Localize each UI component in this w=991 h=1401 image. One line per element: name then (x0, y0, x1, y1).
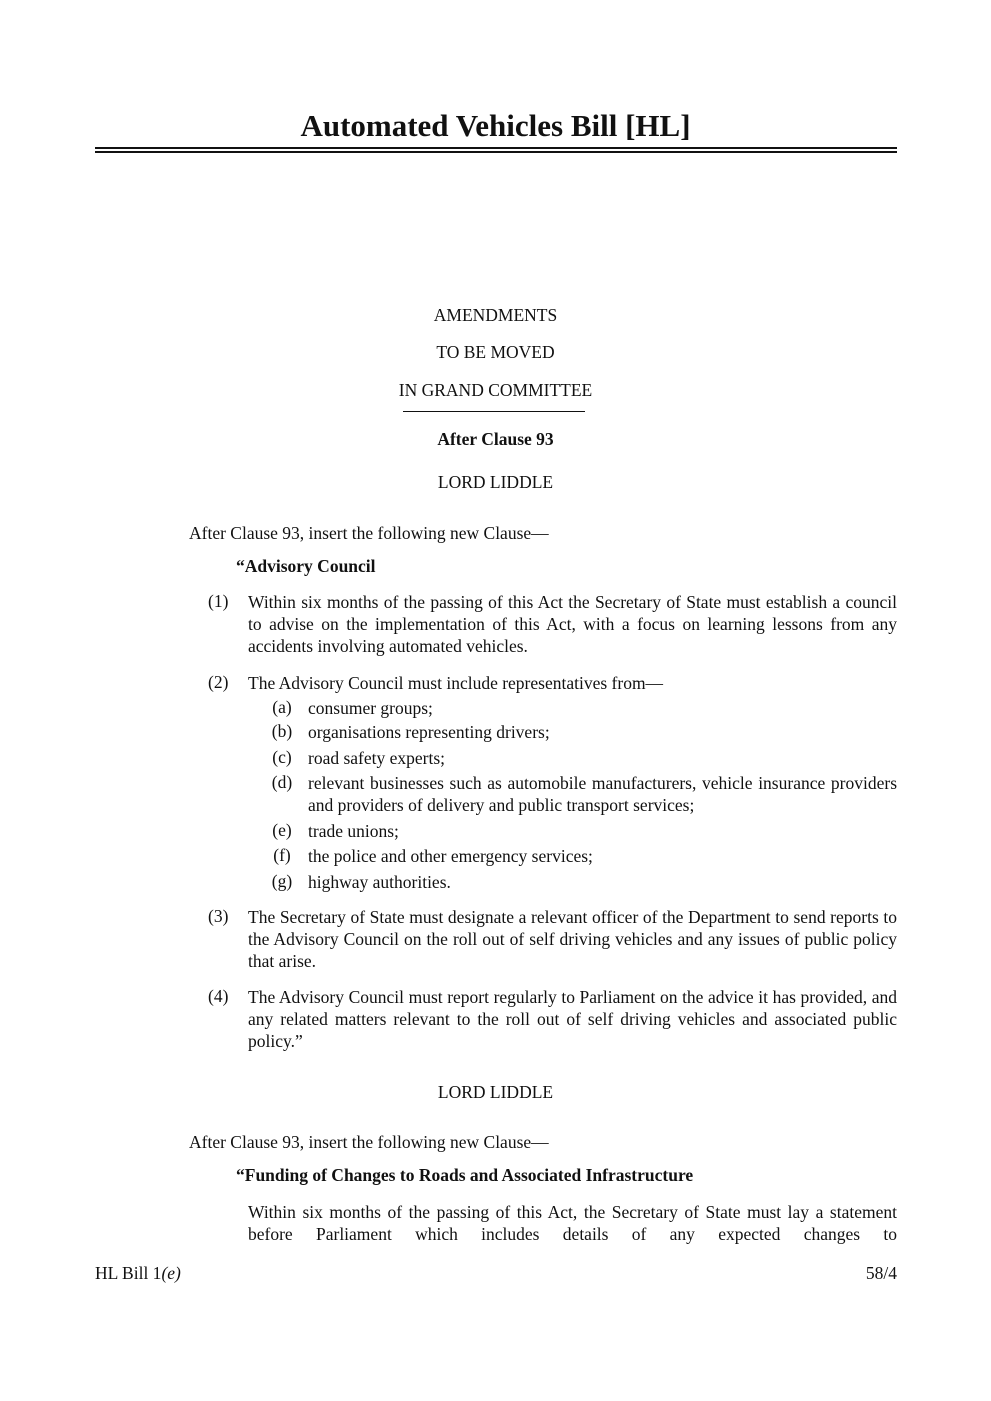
subsection-number: (1) (208, 591, 229, 611)
item-text: relevant businesses such as automobile manufacturers, vehicle insurance providers and providers of delivery and public transport services; (308, 773, 897, 815)
to-be-moved-heading: TO BE MOVED (436, 342, 555, 362)
item-letter: (b) (271, 721, 293, 741)
item-text: trade unions; (308, 821, 399, 841)
subsection-text: The Secretary of State must designate a relevant officer of the Department to send reports to the Advisory Council on the roll out of self driving vehicles and any issues of public policy that arise. (248, 907, 897, 971)
bill-reference (95, 1263, 181, 1284)
amendments-heading: AMENDMENTS (433, 305, 558, 325)
bill-number: HL Bill 1 (95, 1263, 162, 1283)
item-text: highway authorities. (308, 872, 451, 892)
new-clause-title: “Advisory Council (236, 556, 376, 576)
item-text: road safety experts; (308, 748, 446, 768)
item-letter: (a) (272, 697, 292, 717)
insert-instruction: After Clause 93, insert the following new Clause— (189, 1132, 549, 1152)
new-clause-title: “Funding of Changes to Roads and Associated Infrastructure (236, 1165, 694, 1185)
page-reference: 58/4 (865, 1263, 897, 1283)
subsection-number: (3) (208, 906, 229, 926)
item-letter: (c) (272, 747, 292, 767)
item-letter: (d) (271, 772, 293, 792)
item-text: consumer groups; (308, 698, 433, 718)
item-text: the police and other emergency services; (308, 846, 593, 866)
subsection-text: The Advisory Council must report regularly to Parliament on the advice it has provided, and any related matters relevant to the roll out of self driving vehicles and associated public policy.” (248, 987, 897, 1051)
bill-suffix: (e) (161, 1263, 181, 1283)
item-letter: (e) (272, 820, 292, 840)
subsection-text: Within six months of the passing of this Act the Secretary of State must establish a council to advise on the implementation of this Act, with a focus on learning lessons from any accidents involving automated vehicles. (248, 592, 897, 656)
title-rule (95, 147, 897, 149)
subsection-number: (2) (208, 672, 229, 692)
subsection-text: The Advisory Council must include representatives from— (248, 673, 664, 693)
insert-instruction: After Clause 93, insert the following new Clause— (189, 523, 549, 543)
item-letter: (f) (273, 845, 291, 865)
clause-heading: After Clause 93 (437, 429, 554, 449)
document-title: Automated Vehicles Bill [HL] (300, 108, 691, 143)
subsection-number: (4) (208, 986, 229, 1006)
clause-text: Within six months of the passing of this Act, the Secretary of State must lay a statement before Parliament which includes details of any expected changes to (248, 1202, 897, 1244)
mover-name: LORD LIDDLE (437, 1082, 554, 1102)
title-rule (95, 151, 897, 153)
heading-rule (403, 411, 585, 412)
mover-name: LORD LIDDLE (437, 472, 554, 492)
item-text: organisations representing drivers; (308, 722, 550, 742)
grand-committee-heading: IN GRAND COMMITTEE (398, 380, 593, 400)
item-letter: (g) (271, 871, 293, 891)
